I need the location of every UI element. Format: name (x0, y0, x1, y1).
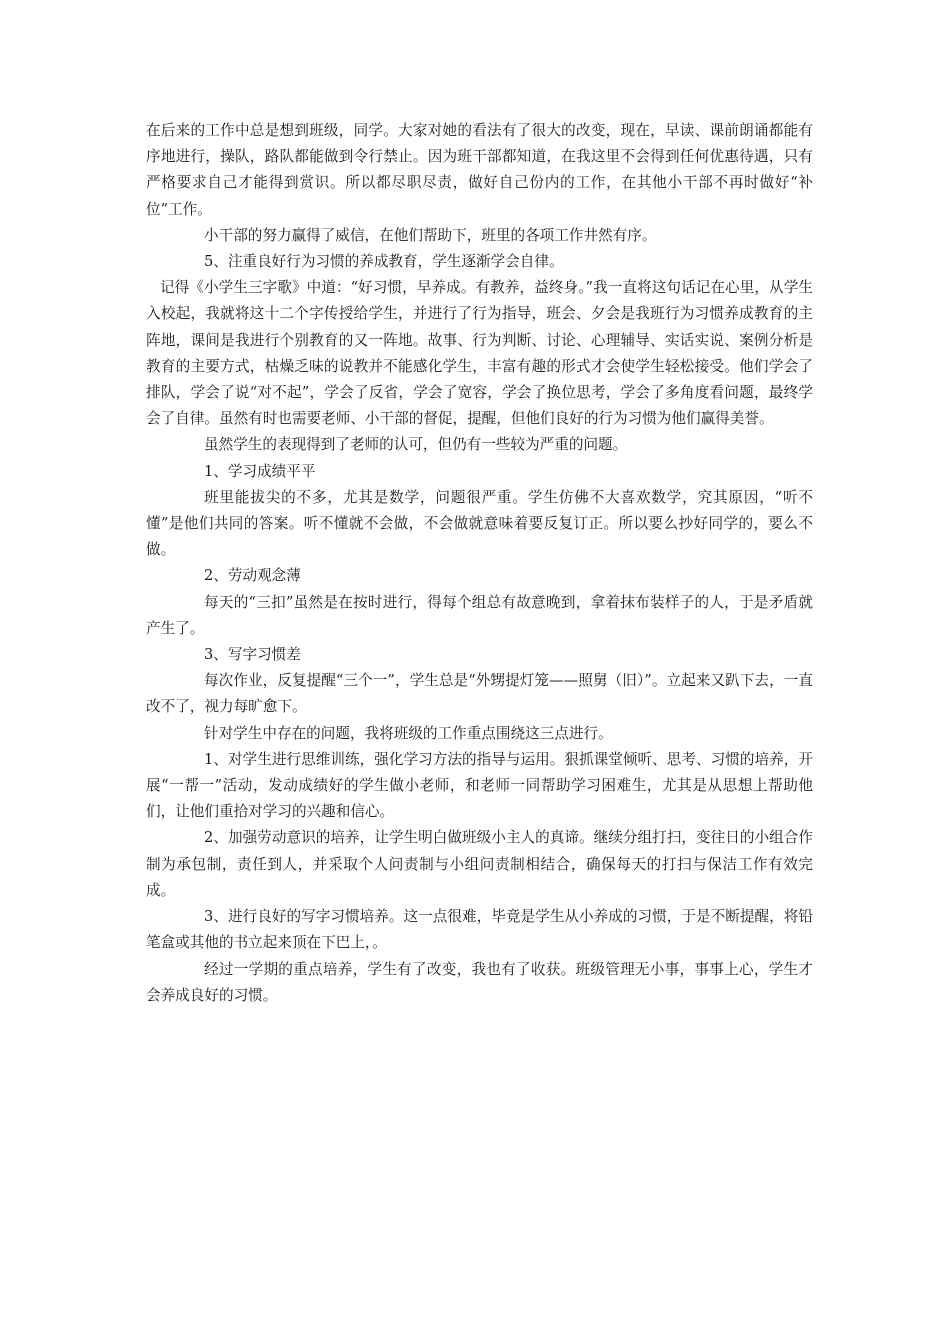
paragraph: 每天的“三扣”虽然是在按时进行，得每个组总有故意晚到，拿着抹布装样子的人，于是矛盾就产生了。 (146, 593, 813, 637)
paragraph: 班里能拔尖的不多，尤其是数学，问题很严重。学生仿佛不大喜欢数学，究其原因，“听不懂”是他们共同的答案。听不懂就不会做，不会做就意味着要反复订正。所以要么抄好同学的，要么不做。 (146, 488, 813, 559)
document-body (146, 118, 813, 1009)
section-heading: 5、注重良好行为习惯的养成教育，学生逐渐学会自律。 (204, 253, 564, 271)
paragraph: 虽然学生的表现得到了老师的认可，但仍有一些较为严重的问题。 (204, 436, 628, 454)
section-heading: 2、劳动观念薄 (204, 567, 301, 585)
paragraph: 2、加强劳动意识的培养，让学生明白做班级小主人的真谛。继续分组打扫，变往日的小组合作制为承包制，责任到人，并采取个人问责制与小组问责制相结合，确保每天的打扫与保洁工作有效完成。 (146, 829, 813, 899)
paragraph: 小干部的努力赢得了威信，在他们帮助下，班里的各项工作井然有序。 (204, 226, 657, 244)
paragraph: 每次作业，反复提醒“三个一”，学生总是“外甥提灯笼——照舅（旧）”。立起来又趴下去，一直改不了，视力每旷愈下。 (146, 672, 813, 716)
paragraph: 经过一学期的重点培养，学生有了改变，我也有了收获。班级管理无小事，事事上心，学生才会养成良好的习惯。 (146, 960, 813, 1004)
section-heading: 3、写字习惯差 (204, 646, 301, 664)
section-heading: 1、学习成绩平平 (204, 462, 316, 480)
paragraph: 在后来的工作中总是想到班级，同学。大家对她的看法有了很大的改变，现在，早读、课前朗诵都能有序地进行，操队，路队都能做到令行禁止。因为班干部都知道，在我这里不会得到任何优惠待遇，只有严格要求自己才能得到赏识。所以都尽职尽责，做好自己份内的工作，在其他小干部不再时做好“补位”工作。 (146, 122, 813, 218)
paragraph: 1、对学生进行思维训练，强化学习方法的指导与运用。狠抓课堂倾听、思考、习惯的培养，开展“一帮一”活动，发动成绩好的学生做小老师，和老师一同帮助学习困难生，尤其是从思想上帮助他们，让他们重拾对学习的兴趣和信心。 (146, 750, 813, 821)
paragraph: 针对学生中存在的问题，我将班级的工作重点围绕这三点进行。 (204, 724, 613, 742)
paragraph: 3、进行良好的写字习惯培养。这一点很难，毕竟是学生从小养成的习惯，于是不断提醒，将铅笔盒或其他的书立起来顶在下巴上，。 (146, 908, 813, 952)
paragraph: 记得《小学生三字歌》中道：“好习惯，早养成。有教养，益终身。”我一直将这句话记在心里，从学生入校起，我就将这十二个字传授给学生，并进行了行为指导，班会、夕会是我班行为习惯养成教育的主阵地，课间是我进行个别教育的又一阵地。故事、行为判断、讨论、心理辅导、实话实说、案例分析是教育的主要方式，枯燥乏味的说教并不能感化学生，丰富有趣的形式才会使学生轻松接受。他们学会了排队，学会了说“对不起”，学会了反省，学会了宽容，学会了换位思考，学会了多角度看问题，最终学会了自律。虽然有时也需要老师、小干部的督促，提醒，但他们良好的行为习惯为他们赢得美誉。 (146, 279, 813, 428)
